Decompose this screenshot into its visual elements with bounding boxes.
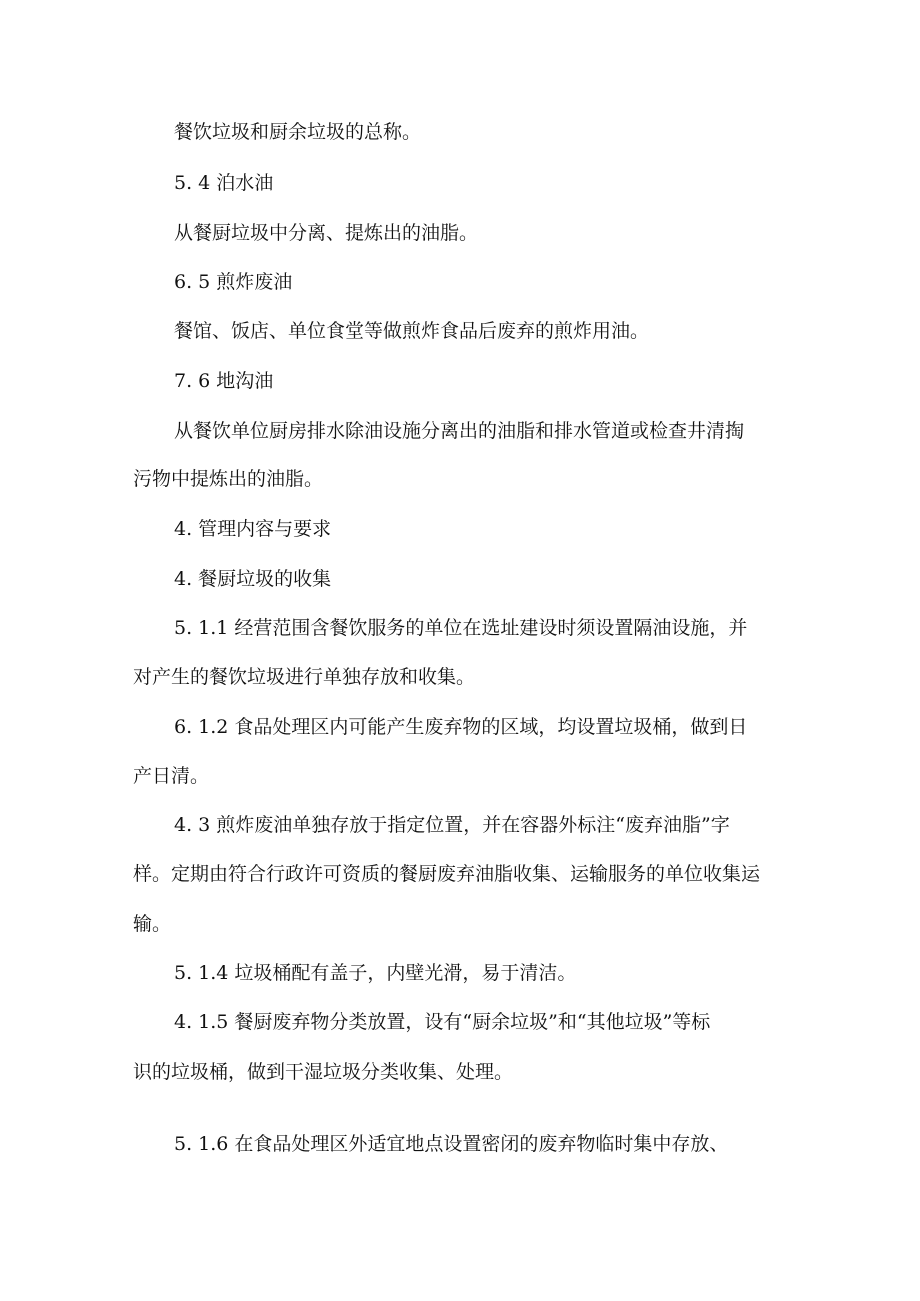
text-line: 污物中提炼出的油脂。 bbox=[133, 468, 324, 490]
text-line: 从餐饮单位厨房排水除油设施分离出的油脂和排水管道或检查井清掏 bbox=[174, 420, 745, 442]
text-line: 餐馆、饭店、单位食堂等做煎炸食品后废弃的煎炸用油。 bbox=[174, 320, 650, 342]
text-line: 产日清。 bbox=[133, 765, 210, 787]
section-heading: 7. 6 地沟油 bbox=[174, 370, 274, 392]
text-line: 识的垃圾桶，做到干湿垃圾分类收集、处理。 bbox=[133, 1061, 514, 1083]
section-heading: 5. 4 泊水油 bbox=[174, 172, 274, 194]
text-line: 5. 1.1 经营范围含餐饮服务的单位在选址建设时须设置隔油设施，并 bbox=[174, 617, 748, 639]
text-line: 4. 1.5 餐厨废弃物分类放置，设有“厨余垃圾”和“其他垃圾”等标 bbox=[174, 1011, 711, 1033]
text-line: 5. 1.6 在食品处理区外适宜地点设置密闭的废弃物临时集中存放、 bbox=[174, 1133, 729, 1155]
text-line: 对产生的餐饮垃圾进行单独存放和收集。 bbox=[133, 666, 476, 688]
text-line: 6. 1.2 食品处理区内可能产生废弃物的区域，均设置垃圾桶，做到日 bbox=[174, 716, 748, 738]
text-line: 输。 bbox=[133, 913, 172, 935]
text-line: 从餐厨垃圾中分离、提炼出的油脂。 bbox=[174, 222, 479, 244]
section-heading: 4. 餐厨垃圾的收集 bbox=[174, 568, 332, 590]
text-line: 4. 3 煎炸废油单独存放于指定位置，并在容器外标注“废弃油脂”字 bbox=[174, 814, 730, 836]
section-heading: 4. 管理内容与要求 bbox=[174, 518, 332, 540]
text-line: 餐饮垃圾和厨余垃圾的总称。 bbox=[174, 121, 422, 143]
text-line: 样。定期由符合行政许可资质的餐厨废弃油脂收集、运输服务的单位收集运 bbox=[133, 863, 761, 885]
text-line: 5. 1.4 垃圾桶配有盖子，内壁光滑，易于清洁。 bbox=[174, 962, 577, 984]
section-heading: 6. 5 煎炸废油 bbox=[174, 271, 293, 293]
